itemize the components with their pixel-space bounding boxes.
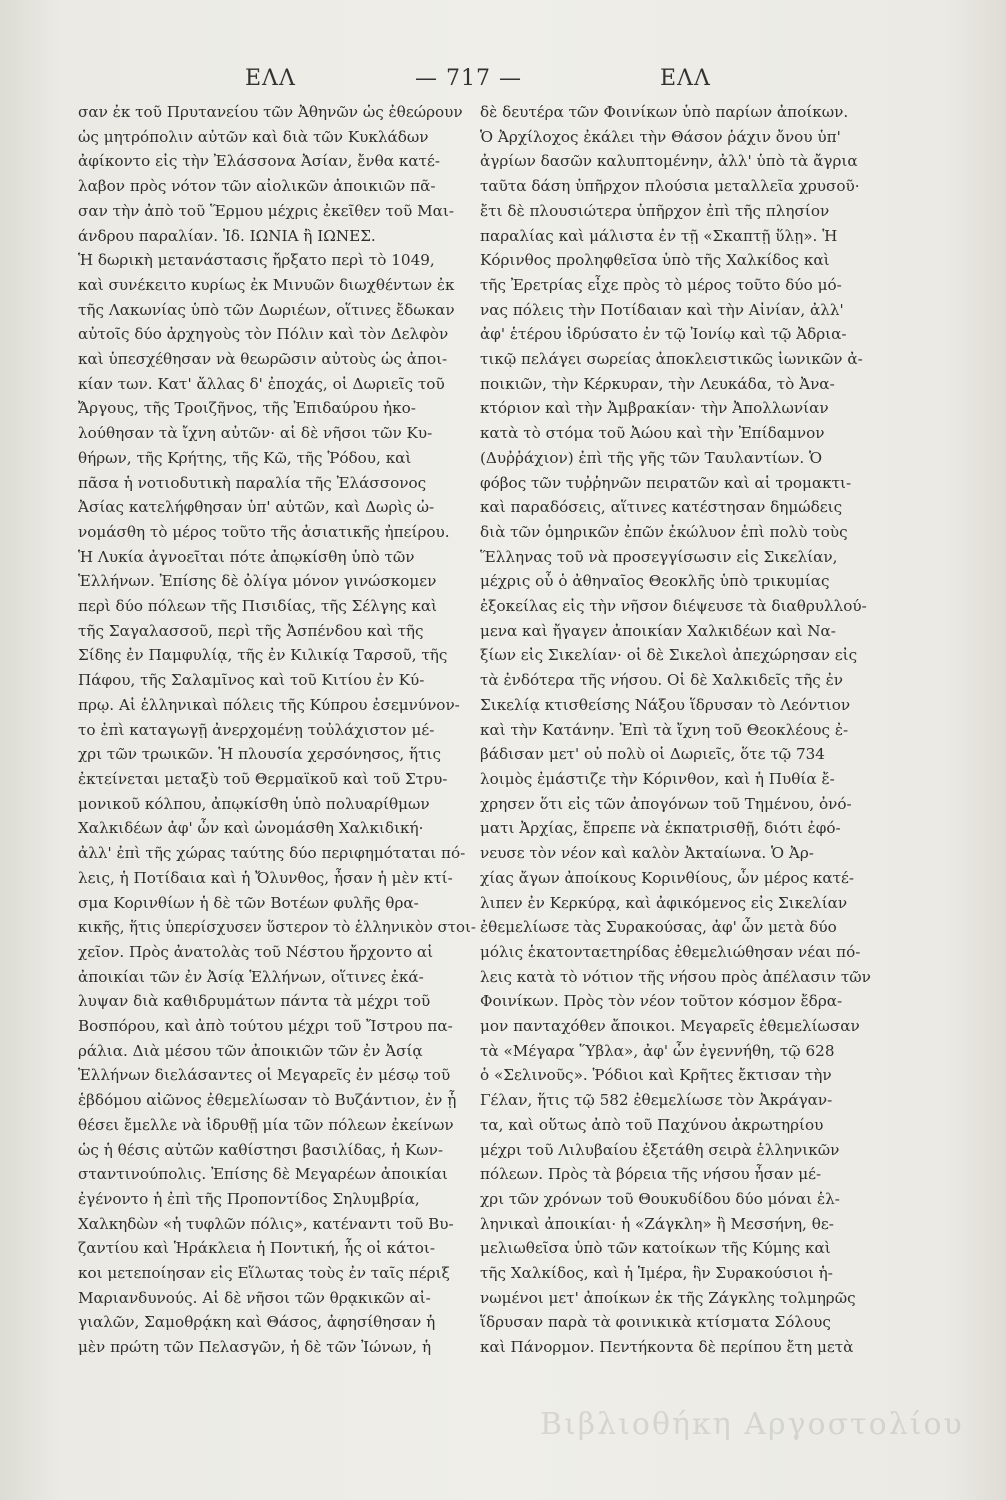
text-line: Ἑλλήνων διελάσαντες οἱ Μεγαρεῖς ἐν μέσῳ τοῦ xyxy=(78,1066,451,1085)
text-line: κατὰ τὸ στόμα τοῦ Ἀώου καὶ τὴν Ἐπίδαμνον xyxy=(480,424,825,443)
text-line: μενα καὶ ἤγαγεν ἀποικίαν Χαλκιδέων καὶ Να- xyxy=(480,621,836,640)
text-line: άνδρου παραλίαν. Ἰδ. ΙΩΝΙΑ ἢ ΙΩΝΕΣ. xyxy=(78,226,376,245)
text-line: ἑβδόμου αἰῶνος ἐθεμελίωσαν τὸ Βυζάντιον, ἐν ᾗ xyxy=(78,1091,457,1110)
text-line: παραλίας καὶ μάλιστα ἐν τῇ «Σκαπτῇ ὕλῃ». Ἡ xyxy=(480,226,838,245)
text-line: Κόρινθος προληφθεῖσα ὑπὸ τῆς Χαλκίδος καὶ xyxy=(480,251,830,270)
text-line: λούθησαν τὰ ἴχνη αὐτῶν· αἱ δὲ νῆσοι τῶν Κυ- xyxy=(78,424,433,443)
text-line: ἐγένοντο ἡ ἐπὶ τῆς Προποντίδος Σηλυμβρία, xyxy=(78,1189,420,1208)
text-line: ὁ «Σελινοῦς». Ῥόδιοι καὶ Κρῆτες ἔκτισαν τὴν xyxy=(480,1066,832,1085)
text-line: καὶ τὴν Κατάνην. Ἐπὶ τὰ ἴχνη τοῦ Θεοκλέους ἐ- xyxy=(480,720,849,739)
text-line: ἀποικίαι τῶν ἐν Ἀσίᾳ Ἑλλήνων, οἵτινες ἐκά- xyxy=(78,967,424,986)
text-line: μὲν πρώτη τῶν Πελασγῶν, ἡ δὲ τῶν Ἰώνων, ἡ xyxy=(78,1338,432,1357)
text-line: ἐκτείνεται μεταξὺ τοῦ Θερμαϊκοῦ καὶ τοῦ Στρυ- xyxy=(78,769,448,788)
text-line: ἵδρυσαν παρὰ τὰ φοινικικὰ κτίσματα Σόλους xyxy=(480,1313,831,1332)
text-line: ὡς ἡ θέσις αὐτῶν καθίστησι βασιλίδας, ἡ Κων- xyxy=(78,1140,444,1159)
text-line: μελιωθεῖσα ὑπὸ τῶν κατοίκων τῆς Κύμης καὶ xyxy=(480,1239,831,1258)
text-line: νας πόλεις τὴν Ποτίδαιαν καὶ τὴν Αἰνίαν, ἀλλ' xyxy=(480,300,844,319)
text-line: χρι τῶν χρόνων τοῦ Θουκυδίδου δύο μόναι ἑλ- xyxy=(480,1189,840,1208)
text-line: Σικελίᾳ κτισθείσης Νάξου ἵδρυσαν τὸ Λεόντιον xyxy=(480,695,851,714)
text-line: ἀγρίων δασῶν καλυπτομένην, ἀλλ' ὑπὸ τὰ ἄγρια xyxy=(480,152,858,171)
text-line: ζαντίου καὶ Ἡράκλεια ἡ Ποντική, ἧς οἱ κάτοι- xyxy=(78,1239,435,1258)
text-line: χεῖον. Πρὸς ἀνατολὰς τοῦ Νέστου ἤρχοντο αἱ xyxy=(78,942,434,961)
text-line: Πάφου, τῆς Σαλαμῖνος καὶ τοῦ Κιτίου ἐν Κύ- xyxy=(78,671,425,690)
text-line: κίαν των. Κατ' ἄλλας δ' ἐποχάς, οἱ Δωριεῖς τοῦ xyxy=(78,374,445,393)
text-line: το ἐπὶ καταγωγῇ ἀνερχομένῃ τοὐλάχιστον μέ- xyxy=(78,720,435,739)
text-line: Χαλκιδέων ἀφ' ὧν καὶ ὠνομάσθη Χαλκιδική· xyxy=(78,819,424,838)
text-line: κικῆς, ἥτις ὑπερίσχυσεν ὕστερον τὸ ἑλληνικὸν στοι- xyxy=(78,918,476,937)
right-text-column xyxy=(480,100,882,1360)
text-line: δὲ δευτέρα τῶν Φοινίκων ὑπὸ παρίων ἀποίκων. xyxy=(480,103,849,121)
text-line: διὰ τῶν ὁμηρικῶν ἐπῶν ἐκώλυον ἐπὶ πολὺ τοὺς xyxy=(480,522,848,541)
running-header xyxy=(60,66,940,96)
text-line: ταῦτα δάση ὑπῆρχον πλούσια μεταλλεῖα χρυσοῦ· xyxy=(480,177,860,196)
text-line: λιπεν ἐν Κερκύρᾳ, καὶ ἀφικόμενος εἰς Σικελίαν xyxy=(480,893,848,912)
text-line: Ἡ δωρικὴ μετανάστασις ἤρξατο περὶ τὸ 1049, xyxy=(78,251,435,270)
text-line: θήρων, τῆς Κρήτης, τῆς Κῶ, τῆς Ῥόδου, καὶ xyxy=(78,448,412,467)
left-text-column xyxy=(78,100,476,1360)
text-line: πᾶσα ἡ νοτιοδυτικὴ παραλία τῆς Ἐλάσσονος xyxy=(78,473,427,492)
header-right-abbrev: ΕΛΛ xyxy=(660,66,711,91)
text-line: χρι τῶν τρωικῶν. Ἡ πλουσία χερσόνησος, ἥτις xyxy=(78,745,441,764)
text-line: (Δυῤῥάχιον) ἐπὶ τῆς γῆς τῶν Ταυλαντίων. Ὁ xyxy=(480,448,823,467)
text-line: σαν ἐκ τοῦ Πρυτανείου τῶν Ἀθηνῶν ὡς ἐθεώρουν xyxy=(78,103,463,121)
text-line: κτόριον καὶ τὴν Ἀμβρακίαν· τὴν Ἀπολλωνίαν xyxy=(480,399,829,418)
text-line: Ἄργους, τῆς Τροιζῆνος, τῆς Ἐπιδαύρου ἠκο- xyxy=(78,399,416,418)
text-line: τῆς Ἐρετρίας εἶχε πρὸς τὸ μέρος τοῦτο δύο μό- xyxy=(480,275,842,294)
text-line: τὰ «Μέγαρα Ὕβλα», ἀφ' ὧν ἐγεννήθη, τῷ 628 xyxy=(480,1041,835,1060)
text-line: Ὁ Ἀρχίλοχος ἐκάλει τὴν Θάσον ῥάχιν ὄνου ὑπ' xyxy=(480,127,841,146)
text-line: ἐθεμελίωσε τὰς Συρακούσας, ἀφ' ὧν μετὰ δύο xyxy=(480,918,837,937)
header-left-abbrev: ΕΛΛ xyxy=(245,66,296,91)
text-line: καὶ παραδόσεις, αἵτινες κατέστησαν δημώδεις xyxy=(480,498,843,517)
text-line: καὶ συνέκειτο κυρίως ἐκ Μινυῶν διωχθέντων ἐκ xyxy=(78,275,455,294)
text-line: τὰ ἐνδότερα τῆς νήσου. Οἱ δὲ Χαλκιδεῖς τῆς ἐν xyxy=(480,671,844,690)
text-line: νευσε τὸν νέον καὶ καλὸν Ἀκταίωνα. Ὁ Ἀρ- xyxy=(480,844,814,863)
text-line: τῆς Σαγαλασσοῦ, περὶ τῆς Ἀσπένδου καὶ τῆς xyxy=(78,621,424,640)
text-line: ἀφίκοντο εἰς τὴν Ἐλάσσονα Ἀσίαν, ἔνθα κατέ- xyxy=(78,152,441,171)
text-line: καὶ ὑπεσχέθησαν νὰ θεωρῶσιν αὐτοὺς ὡς ἀποι- xyxy=(78,350,448,369)
text-line: θέσει ἔμελλε νὰ ἱδρυθῇ μία τῶν πόλεων ἐκείνων xyxy=(78,1115,454,1134)
text-line: σμα Κορινθίων ἡ δὲ τῶν Βοτέων φυλῆς θρα- xyxy=(78,893,419,912)
text-line: Σίδης ἐν Παμφυλίᾳ, τῆς ἐν Κιλικίᾳ Ταρσοῦ, τῆς xyxy=(78,646,448,665)
text-line: χρησεν ὅτι εἰς τῶν ἀπογόνων τοῦ Τημένου, ὀνό- xyxy=(480,794,852,813)
text-line: ποικιῶν, τὴν Κέρκυραν, τὴν Λευκάδα, τὸ Ἀνα- xyxy=(480,374,835,393)
text-line: ἐξοκείλας εἰς τὴν νῆσον διέψευσε τὰ διαθρυλλού- xyxy=(480,597,867,616)
text-line: ἀφ' ἑτέρου ἱδρύσατο ἐν τῷ Ἰονίῳ καὶ τῷ Ἀδρια- xyxy=(480,325,847,344)
text-line: μέχρις οὗ ὁ ἀθηναῖος Θεοκλῆς ὑπὸ τρικυμίας xyxy=(480,572,830,591)
text-line: σαν τὴν ἀπὸ τοῦ Ἕρμου μέχρις ἐκεῖθεν τοῦ Μαι- xyxy=(78,201,454,220)
text-line: ἀλλ' ἐπὶ τῆς χώρας ταύτης δύο περιφημόταται πό- xyxy=(78,844,466,863)
text-line: ἔτι δὲ πλουσιώτερα ὑπῆρχον ἐπὶ τῆς πλησίον xyxy=(480,201,830,220)
text-line: μονικοῦ κόλπου, ἀπῳκίσθη ὑπὸ πολυαρίθμων xyxy=(78,794,430,813)
text-line: Χαλκηδὼν «ἡ τυφλῶν πόλις», κατέναντι τοῦ Βυ- xyxy=(78,1214,454,1233)
text-line: Μαριανδυνούς. Αἱ δὲ νῆσοι τῶν θρᾳκικῶν αἰ- xyxy=(78,1288,431,1307)
text-line: Ἀσίας κατελήφθησαν ὑπ' αὐτῶν, καὶ Δωρὶς ὠ- xyxy=(78,498,435,517)
text-line: πρῳ. Αἱ ἑλληνικαὶ πόλεις τῆς Κύπρου ἐσεμνύνον- xyxy=(78,695,460,714)
text-line: Ἡ Λυκία ἀγνοεῖται πότε ἀπῳκίσθη ὑπὸ τῶν xyxy=(78,547,415,566)
text-line: ματι Ἀρχίας, ἔπρεπε νὰ ἐκπατρισθῇ, διότι ἐφό- xyxy=(480,819,841,838)
text-line: λεις, ἡ Ποτίδαια καὶ ἡ Ὄλυνθος, ἦσαν ἡ μὲν κτί- xyxy=(78,868,453,887)
text-line: κοι μετεποίησαν εἰς Εἵλωτας τοὺς ἐν ταῖς πέριξ xyxy=(78,1264,450,1283)
text-line: σταντινούπολις. Ἐπίσης δὲ Μεγαρέων ἀποικίαι xyxy=(78,1165,448,1184)
text-line: καὶ Πάνορμον. Πεντήκοντα δὲ περίπου ἔτη μετὰ xyxy=(480,1338,854,1357)
text-line: μόλις ἑκατονταετηρίδας ἐθεμελιώθησαν νέαι πό- xyxy=(480,942,861,961)
text-line: πόλεων. Πρὸς τὰ βόρεια τῆς νήσου ἦσαν μέ- xyxy=(480,1165,822,1184)
text-line: νωμένοι μετ' ἀποίκων ἐκ τῆς Ζάγκλης τολμηρῶς xyxy=(480,1288,856,1307)
text-line: βάδισαν μετ' οὐ πολὺ οἱ Δωριεῖς, ὅτε τῷ 734 xyxy=(480,745,825,764)
library-watermark: Βιβλιοθήκη Αργοστολίου xyxy=(540,1407,964,1442)
text-line: ὡς μητρόπολιν αὐτῶν καὶ διὰ τῶν Κυκλάδων xyxy=(78,127,429,146)
text-line: φόβος τῶν τυῤῥηνῶν πειρατῶν καὶ αἱ τρομακτι- xyxy=(480,473,852,492)
text-line: νομάσθη τὸ μέρος τοῦτο τῆς ἀσιατικῆς ἠπείρου. xyxy=(78,522,450,541)
page-number: — 717 — xyxy=(415,66,522,91)
text-line: λοιμὸς ἐμάστιζε τὴν Κόρινθον, καὶ ἡ Πυθία ἔ- xyxy=(480,769,835,788)
text-line: χίας ἄγων ἀποίκους Κορινθίους, ὧν μέρος κατέ- xyxy=(480,868,855,887)
text-line: Βοσπόρου, καὶ ἀπὸ τούτου μέχρι τοῦ Ἴστρου πα- xyxy=(78,1017,453,1036)
text-line: ληνικαὶ ἀποικίαι· ἡ «Ζάγκλη» ἢ Μεσσήνη, θε- xyxy=(480,1214,834,1233)
text-line: μον πανταχόθεν ἄποικοι. Μεγαρεῖς ἐθεμελίωσαν xyxy=(480,1017,860,1036)
text-line: Φοινίκων. Πρὸς τὸν νέον τοῦτον κόσμον ἔδρα- xyxy=(480,992,843,1011)
text-line: ξίων εἰς Σικελίαν· οἱ δὲ Σικελοὶ ἀπεχώρησαν εἰς xyxy=(480,646,858,665)
text-line: τῆς Χαλκίδος, καὶ ἡ Ἱμέρα, ἣν Συρακούσιοι ἡ- xyxy=(480,1264,833,1283)
text-line: Ἑλλήνων. Ἐπίσης δὲ ὀλίγα μόνον γινώσκομεν xyxy=(78,572,437,591)
text-line: λυψαν διὰ καθιδρυμάτων πάντα τὰ μέχρι τοῦ xyxy=(78,992,431,1011)
text-line: γιαλῶν, Σαμοθρᾴκη καὶ Θάσος, ἀφησίθησαν ἡ xyxy=(78,1313,436,1332)
text-line: τικῷ πελάγει σωρείας ἀποκλειστικῶς ἰωνικῶν ἀ- xyxy=(480,350,863,369)
text-line: περὶ δύο πόλεων τῆς Πισιδίας, τῆς Σέλγης καὶ xyxy=(78,597,438,616)
text-line: λεις κατὰ τὸ νότιον τῆς νήσου πρὸς ἀπέλασιν τῶν xyxy=(480,967,871,986)
text-line: μέχρι τοῦ Λιλυβαίου ἐξετάθη σειρὰ ἑλληνικῶν xyxy=(480,1140,840,1159)
text-line: λαβον πρὸς νότον τῶν αἰολικῶν ἀποικιῶν πᾶ- xyxy=(78,177,436,196)
text-line: τα, καὶ οὕτως ἀπὸ τοῦ Παχύνου ἀκρωτηρίου xyxy=(480,1115,824,1134)
text-line: ράλια. Διὰ μέσου τῶν ἀποικιῶν τῶν ἐν Ἀσίᾳ xyxy=(78,1041,423,1060)
text-line: αὐτοῖς δύο ἀρχηγοὺς τὸν Πόλιν καὶ τὸν Δελφὸν xyxy=(78,325,449,344)
text-line: τῆς Λακωνίας ὑπὸ τῶν Δωριέων, οἵτινες ἔδωκαν xyxy=(78,300,455,319)
text-line: Γέλαν, ἥτις τῷ 582 ἐθεμελίωσε τὸν Ἀκράγαν- xyxy=(480,1091,833,1110)
text-line: Ἕλληνας τοῦ νὰ προσεγγίσωσιν εἰς Σικελίαν, xyxy=(480,547,838,566)
